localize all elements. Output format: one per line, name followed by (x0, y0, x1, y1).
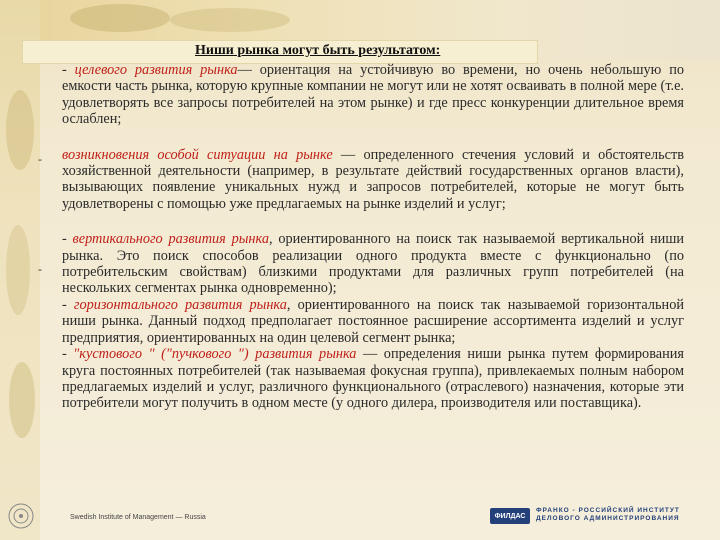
item-prefix: - (62, 296, 74, 313)
term-vertical-development: вертикального развития рынка (72, 231, 269, 248)
paragraph-text: — определенного стечения условий и обстоятельств хозяйственной деятельности (например, в результате действий государственных органов власти), вызывающих появление уникальных нужд и запросов потребителей, которые не могут быть удовлетворены с помощью уже предлагаемых на рынке изделий и услуг; (62, 146, 684, 212)
leaf-decoration-icon (60, 0, 320, 40)
emblem-icon (6, 494, 36, 534)
paragraph-vertical-development (62, 231, 684, 411)
footer-logo: ФИЛДАС (490, 508, 530, 524)
bullet-marker: - (38, 262, 42, 276)
paragraph-text: , ориентированного на поиск так называемой горизонтальной ниши рынка. Данный подход предполагает постоянное расширение ассортимента изделий и услуг предприятия, ориентированных на один целевой сегмент рынка; (62, 296, 684, 346)
paragraph-special-situation (62, 147, 684, 213)
footer-institute-name: ФРАНКО - РОССИЙСКИЙ ИНСТИТУТ ДЕЛОВОГО АДМИНИСТРИРОВАНИЯ (536, 507, 680, 522)
bullet-marker: - (38, 152, 42, 166)
item-prefix: - (62, 62, 75, 78)
term-horizontal-development: горизонтального развития рынка (73, 296, 287, 313)
footer-institute-label: Swedish Institute of Management — Russia (70, 514, 206, 521)
paragraph-text: , ориентированного на поиск так называемой вертикальной ниши рынка. Это поиск способов реализации одного продукта вместе с функционально (по потребительским свойствам) близкими продуктами для различных групп потребителей (на нескольких сегментах рынка одновременно); (62, 231, 684, 297)
item-prefix: - (62, 346, 74, 363)
term-target-development: целевого развития рынка (74, 62, 238, 78)
page-title: Ниши рынка могут быть результатом: (195, 43, 441, 58)
item-prefix: - (62, 231, 73, 248)
term-special-situation: возникновения особой ситуации на рынке (62, 146, 333, 163)
paragraph-text: — определения ниши рынка путем формирования круга постоянных потребителей (так называемая фокусная группа), привлекаемых полным набором предлагаемых изделий и услуг, различного функционального (отраслевого) назначения, которые эти потребители могут получить в одном месте (у одного дилера, производителя или поставщика). (62, 346, 684, 412)
paragraph-target-development (62, 62, 684, 128)
leaf-decoration-icon (0, 70, 40, 470)
paragraph-text: — ориентация на устойчивую во времени, но очень небольшую по емкости часть рынка, которую крупные компании не могут или не хотят осваивать в полной мере (т.е. удовлетворять все запросы потребителей на этом рынке) и где пресс конкуренции длительное время ослаблен; (62, 62, 684, 128)
content-body (62, 62, 684, 412)
term-cluster-development: "кустового " ("пучкового ") развития рынка (73, 346, 357, 363)
